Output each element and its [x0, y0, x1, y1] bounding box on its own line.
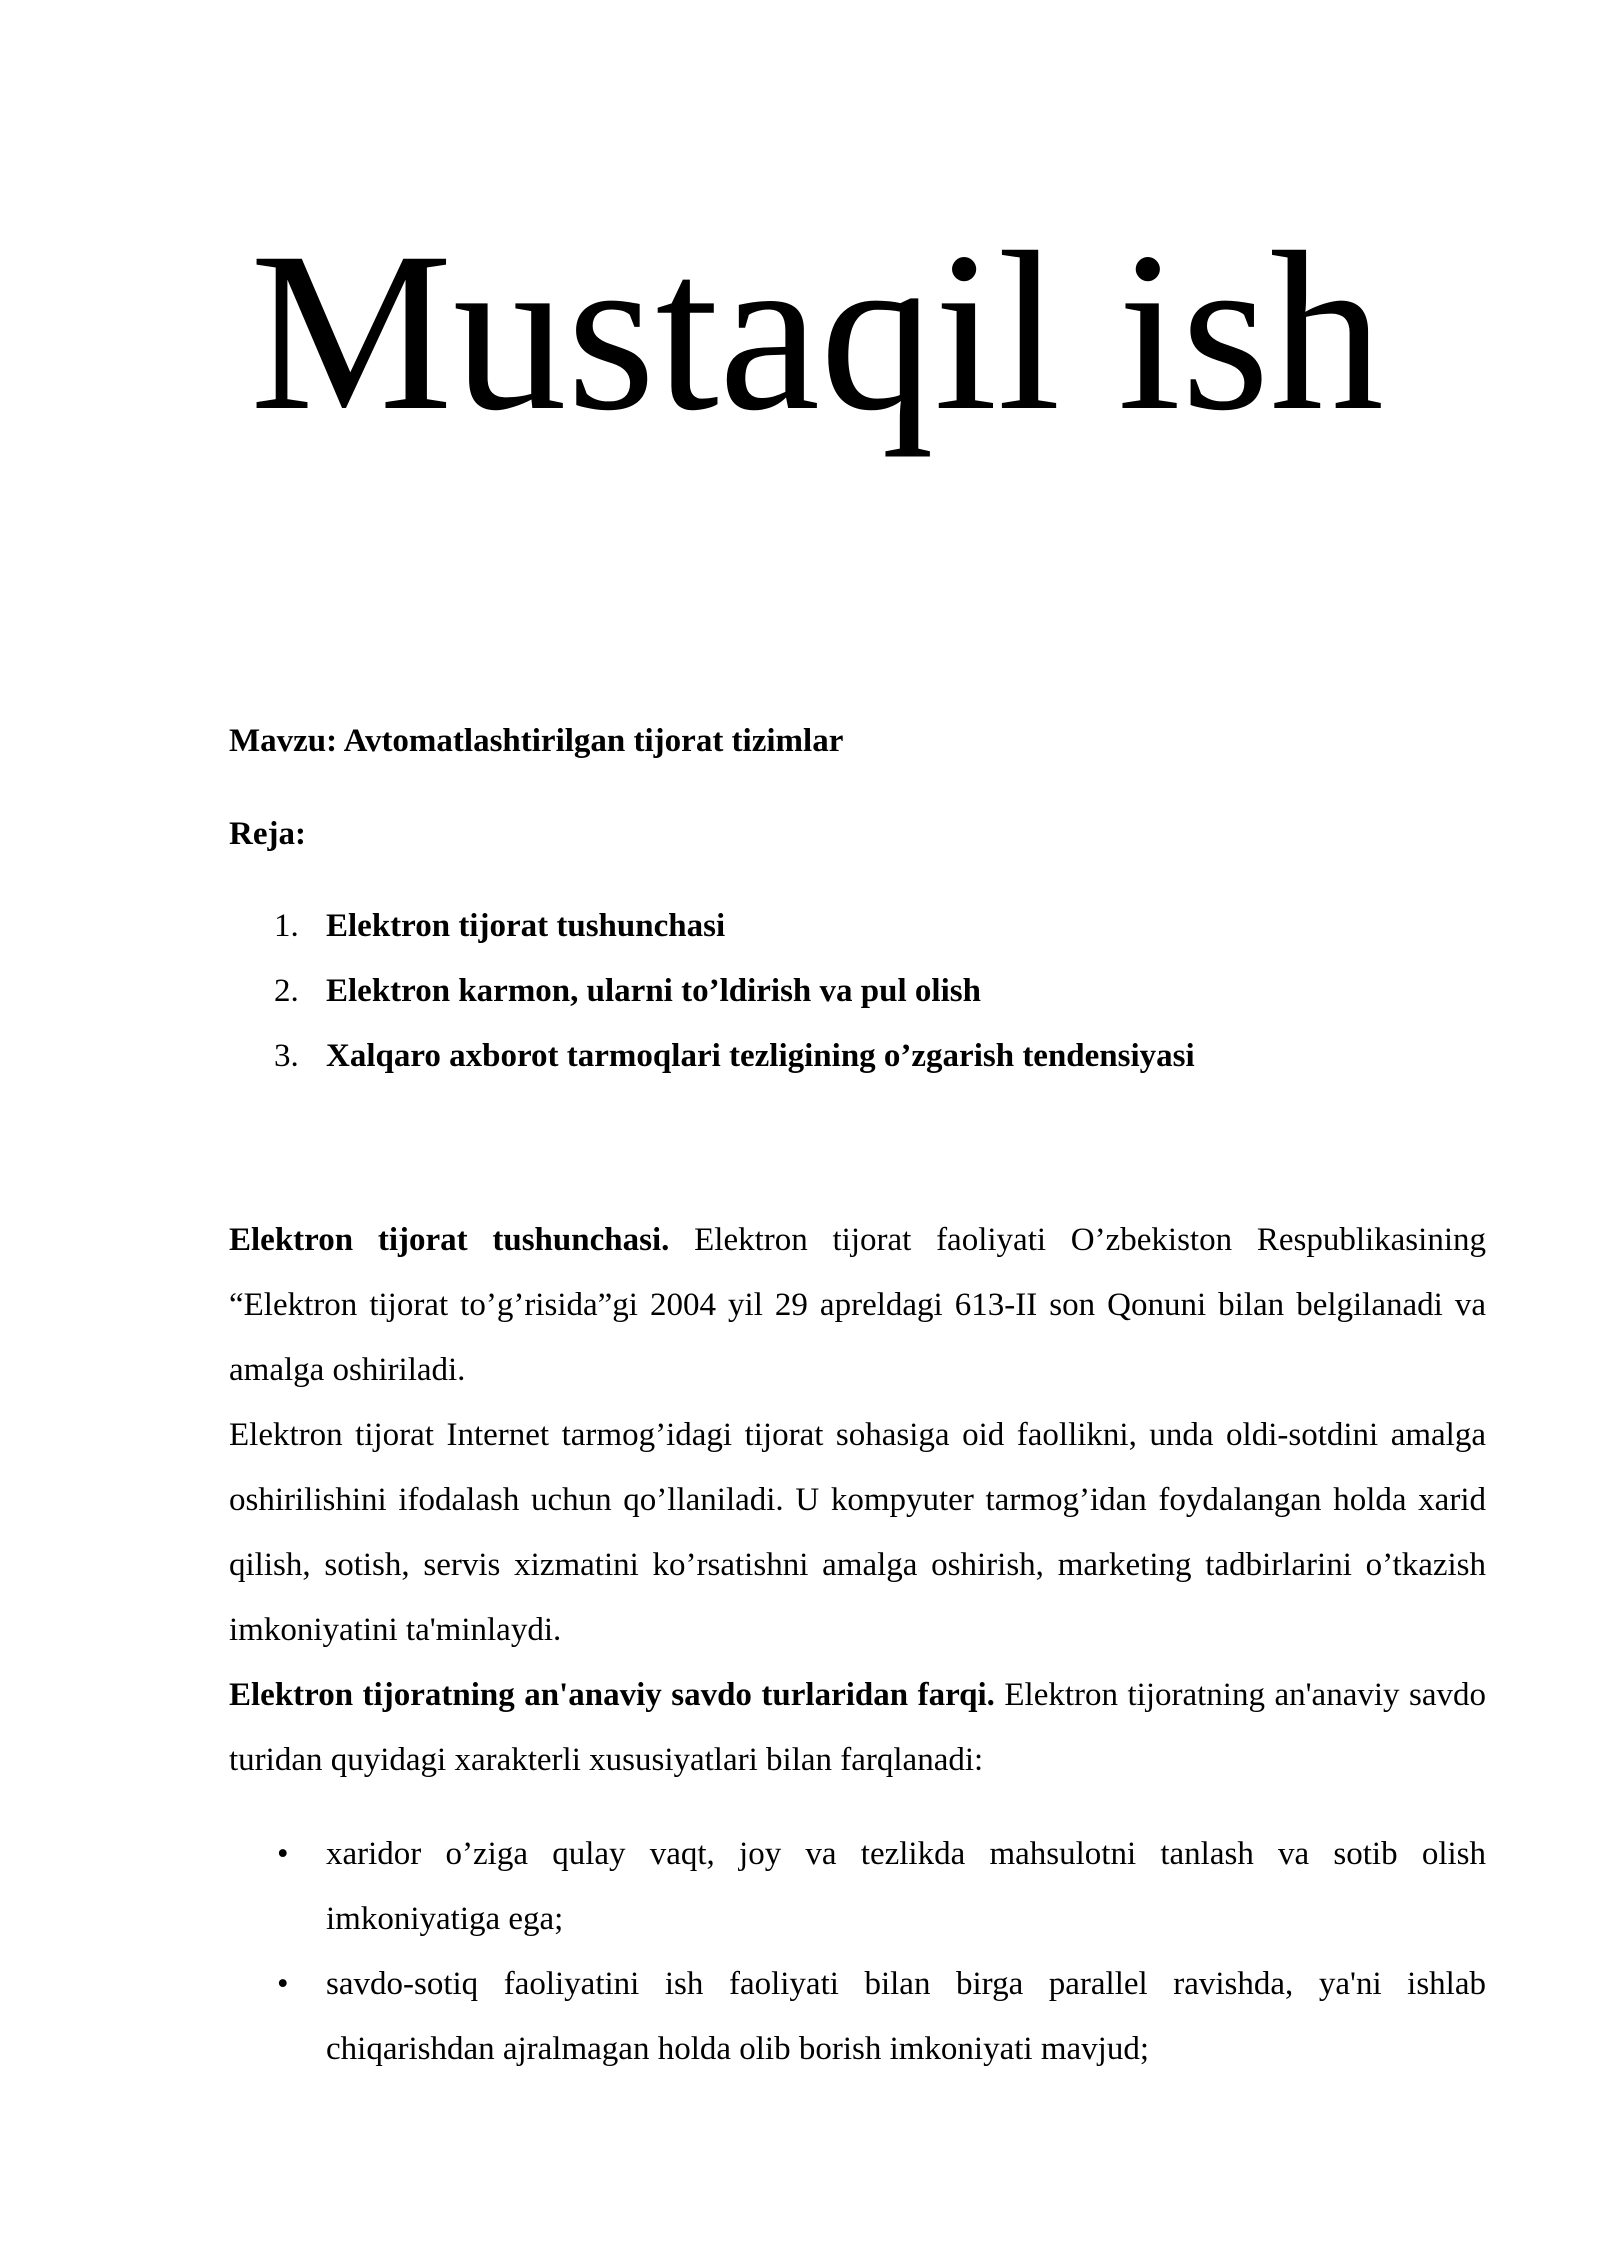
paragraph-1 — [229, 1208, 1486, 1403]
plan-item-text: Elektron tijorat tushunchasi — [326, 908, 726, 944]
features-list — [229, 1822, 1486, 2082]
plan-item-number: 2. — [274, 973, 299, 1009]
plan-item — [229, 1037, 1486, 1102]
paragraph-3 — [229, 1663, 1486, 1793]
list-item-text: savdo-sotiq faoliyatini ish faoliyati bilan birga parallel ravishda, ya'ni ishlab chiqarishdan ajralmagan holda olib borish imkoniyati mavjud; — [326, 1966, 1486, 2067]
plan-item — [229, 907, 1486, 972]
paragraph-text: Elektron tijorat faoliyati O’zbekiston Respublikasining “Elektron tijorat to’g’risida”gi 2004 yil 29 apreldagi 613-II son Qonuni bilan belgilanadi va amalga oshiriladi. — [229, 1222, 1486, 1388]
list-item — [229, 1952, 1486, 2082]
section-heading: Elektron tijorat tushunchasi. — [229, 1222, 670, 1258]
topic-line: Mavzu: Avtomatlashtirilgan tijorat tizimlar — [229, 723, 844, 759]
plan-item — [229, 972, 1486, 1037]
body-text — [229, 1208, 1486, 1793]
document-title: Mustaqil ish — [250, 206, 1384, 458]
plan-item-number: 3. — [274, 1038, 299, 1074]
paragraph-text: Elektron tijorat Internet tarmog’idagi tijorat sohasiga oid faollikni, unda oldi-sotdini amalga oshirilishini ifodalash uchun qo’llaniladi. U kompyuter tarmog’idan foydalangan holda xarid qilish, sotish, servis xizmatini ko’rsatishni amalga oshirish, marketing tadbirlarini o’tkazish imkoniyatini ta'minlaydi. — [229, 1417, 1486, 1648]
plan-item-number: 1. — [274, 908, 299, 944]
plan-item-text: Xalqaro axborot tarmoqlari tezligining o’zgarish tendensiyasi — [326, 1038, 1195, 1074]
plan-label: Reja: — [229, 816, 306, 852]
section-heading: Elektron tijoratning an'anaviy savdo turlaridan farqi. — [229, 1677, 995, 1713]
list-item — [229, 1822, 1486, 1952]
list-item-text: xaridor o’ziga qulay vaqt, joy va tezlikda mahsulotni tanlash va sotib olish imkoniyatiga ega; — [326, 1836, 1486, 1937]
paragraph-2 — [229, 1403, 1486, 1663]
bullet-icon: • — [277, 1836, 289, 1872]
paragraph-text: Elektron tijoratning an'anaviy savdo turidan quyidagi xarakterli xususiyatlari bilan farqlanadi: — [229, 1677, 1486, 1778]
bullet-icon: • — [277, 1966, 289, 2002]
plan-list — [229, 907, 1486, 1102]
plan-item-text: Elektron karmon, ularni to’ldirish va pul olish — [326, 973, 981, 1009]
